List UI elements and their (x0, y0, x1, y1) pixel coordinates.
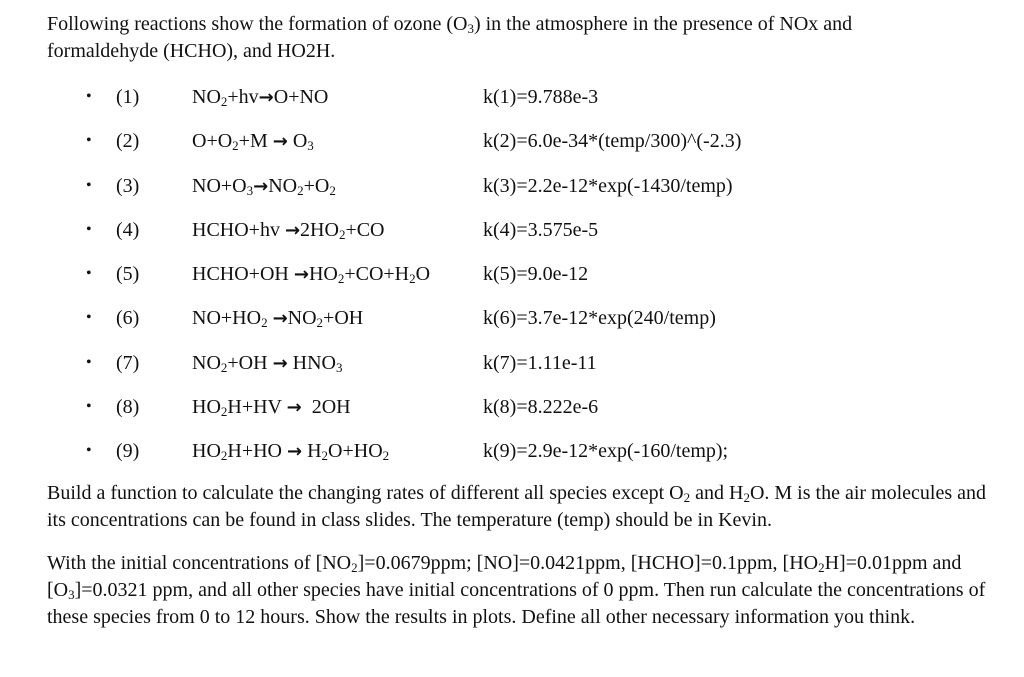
equation-subscript: 2 (409, 271, 416, 287)
equation-part: +CO+H (344, 263, 410, 286)
bullet-icon: • (86, 442, 92, 460)
reaction-equation (192, 304, 363, 333)
reaction-number: (6) (116, 307, 140, 330)
bullet-icon: • (86, 132, 92, 150)
rate-constant: k(6)=3.7e-12*exp(240/temp) (483, 307, 716, 330)
rate-constant: k(9)=2.9e-12*exp(-160/temp); (483, 440, 729, 463)
build-sub-b: 2 (743, 490, 750, 505)
build-text-c: O. M is the air molecules and its concentrations can be found in class slides. The temperature (temp) should be in Kevin. (47, 482, 987, 531)
equation-part: +hv (227, 86, 259, 108)
reaction-equation (192, 260, 430, 289)
arrow-right-icon: → (272, 352, 288, 374)
reaction-number: (3) (116, 174, 140, 197)
equation-part: HO (192, 440, 221, 463)
equation-part: HCHO+OH (192, 263, 294, 286)
initial-conditions-paragraph (47, 550, 1007, 631)
equation-part: H+HO (227, 440, 287, 463)
initial-sub-b: 2 (818, 560, 825, 575)
equation-part: 2OH (301, 396, 351, 419)
equation-part: NO (192, 86, 221, 108)
equation-subscript: 2 (338, 226, 346, 242)
bullet-icon: • (86, 176, 92, 194)
bullet-icon: • (86, 88, 92, 105)
equation-subscript: 2 (329, 182, 336, 198)
equation-subscript: 3 (307, 138, 314, 154)
equation-part: HO (192, 396, 221, 419)
reaction-equation (192, 83, 328, 112)
equation-part: O+HO (328, 440, 383, 463)
reaction-equation (192, 437, 389, 466)
build-paragraph (47, 480, 1007, 534)
equation-part: +M (238, 130, 273, 153)
equation-subscript: 2 (220, 94, 228, 109)
equation-subscript: 2 (337, 271, 345, 287)
equation-subscript: 2 (382, 448, 390, 464)
initial-sub-a: 2 (351, 560, 358, 575)
bullet-icon: • (86, 353, 92, 371)
reaction-number: (5) (116, 263, 140, 286)
arrow-right-icon: → (286, 397, 302, 419)
reaction-equation (192, 349, 343, 378)
rate-constant: k(3)=2.2e-12*exp(-1430/temp) (483, 174, 733, 197)
reaction-item (0, 127, 1024, 171)
equation-part: +OH (227, 351, 273, 374)
reaction-number: (7) (116, 351, 140, 374)
arrow-right-icon: → (284, 219, 301, 241)
build-text-a: Build a function to calculate the changing rates of different all species except O (47, 482, 684, 504)
equation-subscript: 2 (316, 315, 324, 331)
equation-part: H+HV (227, 396, 287, 419)
equation-part: HO (308, 263, 338, 286)
equation-subscript: 2 (220, 359, 228, 375)
equation-subscript: 2 (220, 448, 228, 464)
initial-text-b: ]=0.0679ppm; [NO]=0.0421ppm, [HCHO]=0.1ppm, [HO (357, 552, 819, 574)
reaction-equation (192, 127, 314, 156)
equation-subscript: 2 (261, 315, 268, 331)
equation-part: NO+O (192, 174, 247, 197)
initial-text-c: H]=0.01ppm and [O (47, 552, 962, 601)
intro-text-1: Following reactions show the formation of ozone (O (47, 13, 468, 35)
equation-part: H (302, 440, 322, 463)
rate-constant: k(5)=9.0e-12 (483, 263, 589, 286)
arrow-right-icon: → (253, 175, 269, 197)
bullet-icon: • (86, 220, 92, 238)
reaction-equation (192, 393, 351, 422)
rate-constant: k(7)=1.11e-11 (483, 351, 597, 374)
arrow-right-icon: → (272, 131, 288, 153)
reaction-number: (8) (116, 396, 140, 419)
equation-part: NO (192, 351, 221, 374)
reaction-item (0, 437, 1024, 481)
rate-constant: k(8)=8.222e-6 (483, 396, 599, 419)
equation-part: O (287, 130, 308, 153)
build-sub-a: 2 (683, 490, 691, 505)
reaction-number: (4) (116, 218, 140, 241)
reaction-number: (9) (116, 440, 140, 463)
reaction-item (0, 260, 1024, 304)
rate-constant: k(1)=9.788e-3 (483, 86, 599, 108)
initial-text-a: With the initial concentrations of [NO (47, 552, 352, 574)
equation-part: HCHO+hv (192, 218, 285, 241)
reaction-item (0, 393, 1024, 437)
equation-part: O (415, 263, 431, 286)
bullet-icon: • (86, 398, 92, 416)
rate-constant: k(2)=6.0e-34*(temp/300)^(-2.3) (483, 130, 742, 153)
arrow-right-icon: → (293, 264, 309, 286)
reaction-number: (1) (116, 86, 140, 108)
equation-subscript: 3 (336, 359, 343, 375)
bullet-icon: • (86, 265, 92, 283)
equation-part: +O (303, 174, 330, 197)
initial-text-d: ]=0.0321 ppm, and all other species have initial concentrations of 0 ppm. Then run calculate the concentrations of these species from 0 to 12 hours. Show the results in plots. Define all other necessary information you think. (47, 579, 986, 628)
reaction-number: (2) (116, 130, 140, 153)
reaction-item (0, 172, 1024, 216)
arrow-right-icon: → (287, 441, 303, 463)
build-text-b: and H (690, 482, 744, 504)
arrow-right-icon: → (272, 308, 288, 330)
rate-constant: k(4)=3.575e-5 (483, 218, 599, 241)
intro-text-2: ) in the atmosphere in the presence of NOx and (473, 13, 853, 35)
initial-sub-c: 3 (68, 587, 75, 602)
equation-subscript: 2 (232, 138, 239, 154)
equation-part: 2HO (300, 218, 339, 241)
equation-part: NO (287, 307, 317, 330)
equation-part: HNO (287, 351, 336, 374)
reaction-item (0, 349, 1024, 393)
equation-subscript: 3 (246, 182, 254, 198)
equation-part: +CO (345, 218, 385, 241)
equation-part: O+O (192, 130, 233, 153)
reaction-item (0, 83, 1024, 127)
reaction-list (0, 83, 1024, 482)
intro-paragraph (47, 11, 1007, 65)
equation-part: +OH (323, 307, 364, 330)
reaction-item (0, 304, 1024, 348)
equation-subscript: 2 (297, 182, 304, 198)
intro-sub: 3 (467, 21, 474, 36)
reaction-equation (192, 216, 385, 245)
arrow-right-icon: → (258, 87, 274, 108)
equation-subscript: 2 (220, 404, 228, 420)
bullet-icon: • (86, 309, 92, 327)
equation-part: NO (268, 174, 298, 197)
equation-part: O+NO (273, 86, 329, 108)
reaction-equation (192, 172, 336, 201)
equation-subscript: 2 (321, 448, 329, 464)
reaction-item (0, 216, 1024, 260)
equation-part: NO+HO (192, 307, 262, 330)
intro-text-3: formaldehyde (HCHO), and HO2H. (47, 40, 336, 62)
